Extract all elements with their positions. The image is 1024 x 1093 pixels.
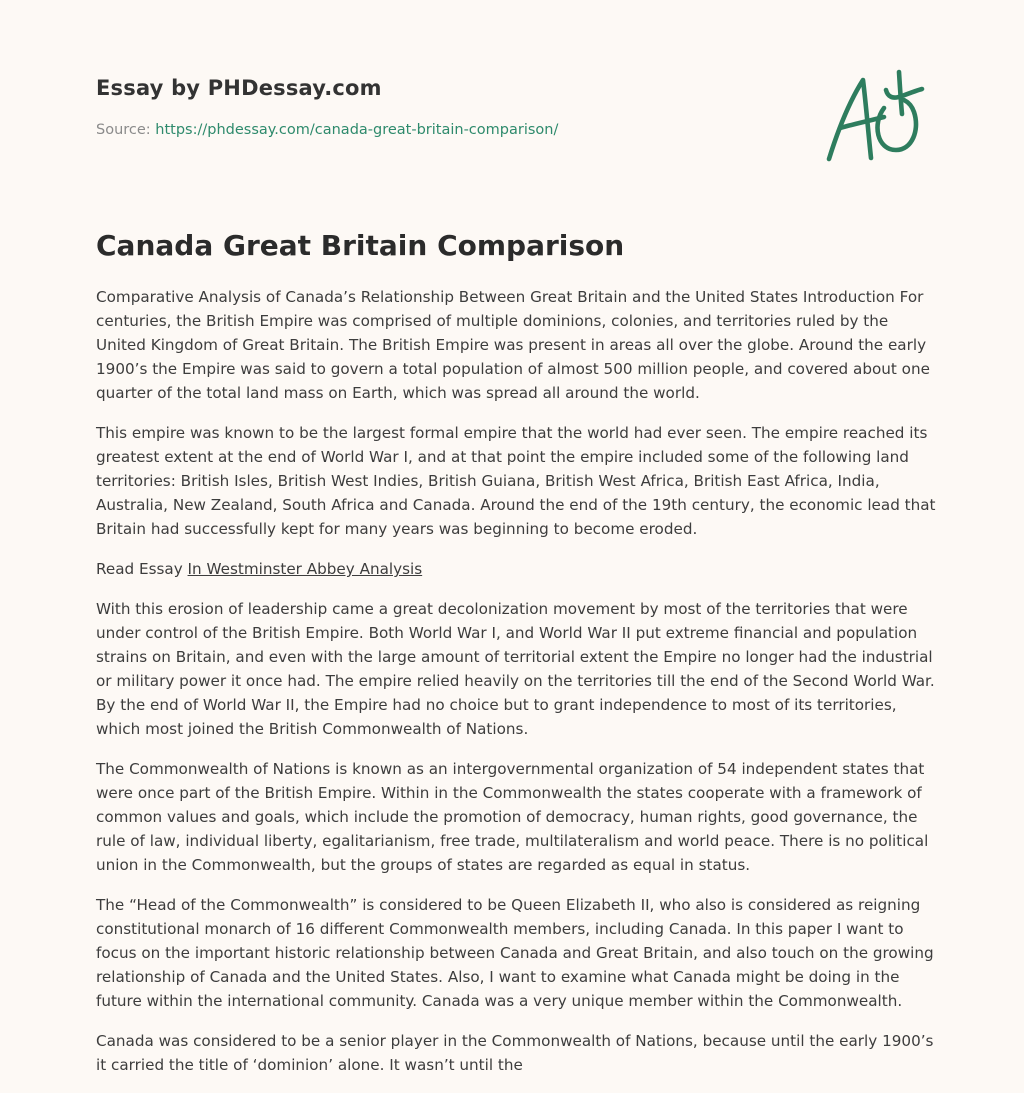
essay-paragraph: Comparative Analysis of Canada’s Relationship Between Great Britain and the United States Introduction For centuries, the British Empire was comprised of multiple dominions, colonies, and territories ruled by the United Kingdom of Great Britain. The British Empire was present in areas all over the globe. Around the early 1900’s the Empire was said to govern a total population of almost 500 million people, and covered about one quarter of the total land mass on Earth, which was spread all around the world. [96,288,930,402]
essay-paragraph: The “Head of the Commonwealth” is considered to be Queen Elizabeth II, who also is considered as reigning constitutional monarch of 16 different Commonwealth members, including Canada. In this paper I want to focus on the important historic relationship between Canada and Great Britain, and also touch on the growing relationship of Canada and the United States. Also, I want to examine what Canada might be doing in the future within the international community. Canada was a very unique member within the Commonwealth. [96,896,934,1010]
a-plus-grade-icon [822,68,926,166]
source-link[interactable]: https://phdessay.com/canada-great-britain-comparison/ [155,122,559,138]
essay-paragraph: The Commonwealth of Nations is known as an intergovernmental organization of 54 independent states that were once part of the British Empire. Within in the Commonwealth the states cooperate with a framework of common values and goals, which include the promotion of democracy, human rights, good governance, the rule of law, individual liberty, egalitarianism, free trade, multilateralism and world peace. There is no political union in the Commonwealth, but the groups of states are regarded as equal in status. [96,760,929,874]
source-line [96,122,656,138]
essay-content [96,226,936,1093]
read-essay-label: Read Essay [96,560,183,578]
read-essay-link[interactable]: In Westminster Abbey Analysis [187,560,423,578]
essay-paragraph: This empire was known to be the largest formal empire that the world had ever seen. The empire reached its greatest extent at the end of World War I, and at that point the empire included some of the following land territories: British Isles, British West Indies, British Guiana, British West Africa, British East Africa, India, Australia, New Zealand, South Africa and Canada. Around the end of the 19th century, the economic lead that Britain had successfully kept for many years was beginning to become eroded. [96,424,936,538]
essay-title: Canada Great Britain Comparison [96,229,625,262]
site-title: Essay by PHDessay.com [96,76,382,100]
source-label: Source: [96,122,151,138]
essay-paragraph: With this erosion of leadership came a great decolonization movement by most of the territories that were under control of the British Empire. Both World War I, and World War II put extreme financial and population strains on Britain, and even with the large amount of territorial extent the Empire no longer had the industrial or military power it once had. The empire relied heavily on the territories till the end of the Second World War. By the end of World War II, the Empire had no choice but to grant independence to most of its territories, which most joined the British Commonwealth of Nations. [96,600,935,738]
read-essay-line [96,557,936,581]
page-header [96,76,656,138]
essay-paragraph: Canada was considered to be a senior player in the Commonwealth of Nations, because until the early 1900’s it carried the title of ‘dominion’ alone. It wasn’t until the [96,1032,934,1074]
